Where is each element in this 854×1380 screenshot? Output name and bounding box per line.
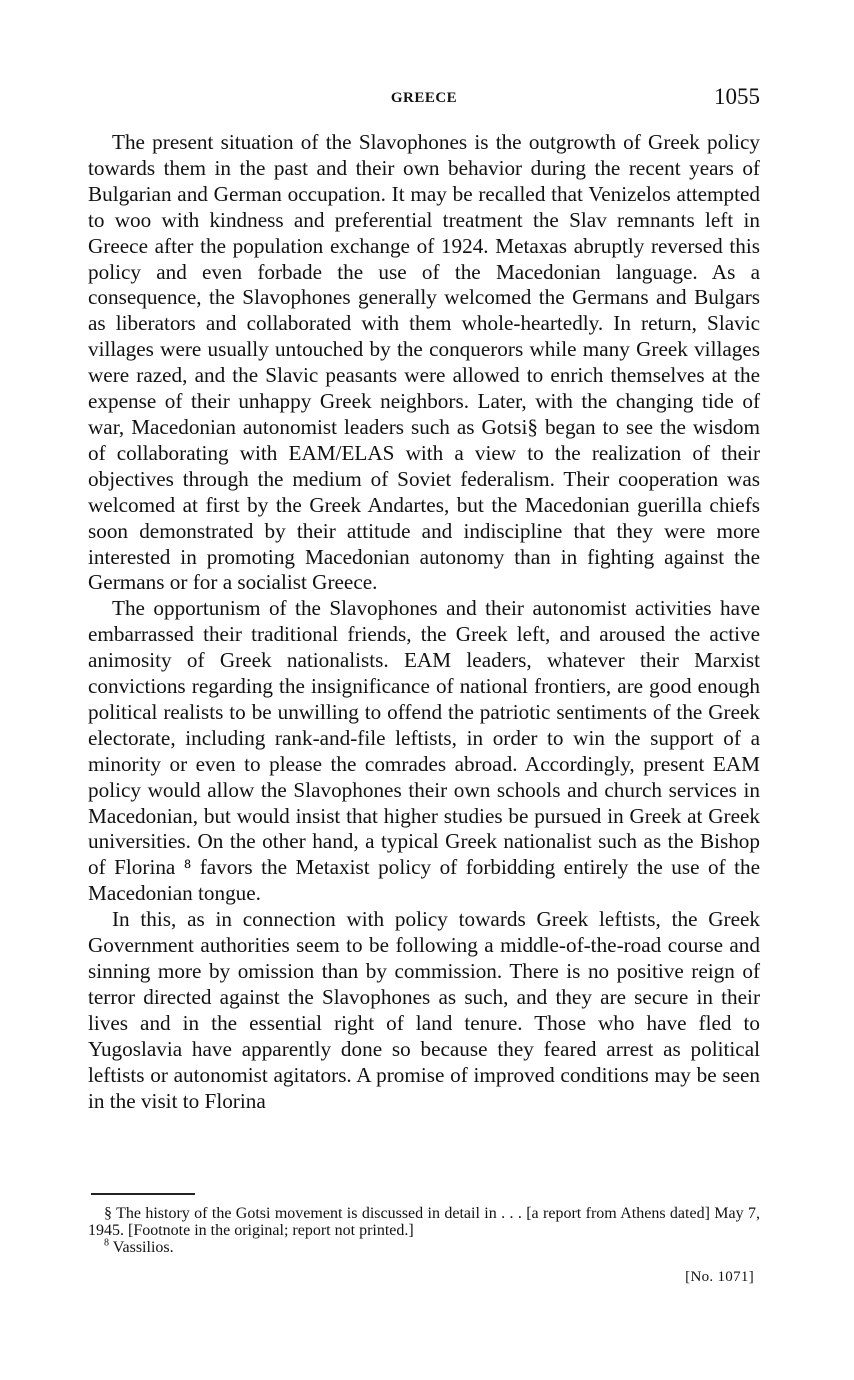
paragraph-2: The opportunism of the Slavophones and their autonomist activities have embarrassed their traditional friends, the Greek left, and aroused the active animosity of Greek nationalists. EAM leaders, whatever their Marxist convictions regarding the insignificance of national frontiers, are good enough political realists to be unwilling to offend the patriotic sentiments of the Greek electorate, including rank-and-file leftists, in order to win the support of a minority or even to please the comrades abroad. Accordingly, present EAM policy would allow the Slavophones their own schools and church services in Macedonian, but would insist that higher studies be pursued in Greek at Greek universities. On the other hand, a typical Greek nationalist such as the Bishop of Florina ⁸ favors the Metaxist policy of forbidding entirely the use of the Macedonian tongue. — [88, 596, 760, 906]
footnote-8-mark: 8 — [104, 1237, 109, 1249]
page-number: 1055 — [714, 84, 760, 109]
footnote-section-text: The history of the Gotsi movement is discussed in detail in . . . [a report from Athens dated] May 7, 1945. [Footnote in the original; report not printed.] — [88, 1205, 760, 1239]
footnote-divider — [91, 1193, 195, 1195]
footnote-section — [88, 1205, 760, 1239]
footnotes — [88, 1205, 760, 1256]
footnote-8 — [88, 1239, 760, 1256]
body-text — [88, 130, 760, 1114]
footnote-section-mark: § — [104, 1205, 112, 1222]
document-number: [No. 1071] — [685, 1269, 754, 1285]
paragraph-1: The present situation of the Slavophones is the outgrowth of Greek policy towards them in the past and their own behavior during the recent years of Bulgarian and German occupation. It may be recalled that Venizelos attempted to woo with kindness and preferential treatment the Slav remnants left in Greece after the population exchange of 1924. Metaxas abruptly reversed this policy and even forbade the use of the Macedonian language. As a consequence, the Slavophones generally welcomed the Germans and Bulgars as liberators and collaborated with them whole-heartedly. In return, Slavic villages were usually untouched by the conquerors while many Greek villages were razed, and the Slavic peasants were allowed to enrich themselves at the expense of their unhappy Greek neighbors. Later, with the changing tide of war, Macedonian autonomist leaders such as Gotsi§ began to see the wisdom of collaborating with EAM/​ELAS with a view to the realization of their objectives through the medium of Soviet federalism. Their cooperation was welcomed at first by the Greek Andartes, but the Macedonian guerilla chiefs soon demonstrated by their attitude and indiscipline that they were more interested in promoting Macedonian autonomy than in fighting against the Germans or for a socialist Greece. — [88, 130, 760, 595]
footnote-8-text: Vassilios. — [112, 1239, 174, 1256]
running-header — [88, 84, 760, 116]
running-head-title: GREECE — [390, 90, 458, 106]
paragraph-3: In this, as in connection with policy towards Greek leftists, the Greek Government authorities seem to be following a middle-of-the-road course and sinning more by omission than by commission. There is no positive reign of terror directed against the Slavophones as such, and they are secure in their lives and in the essential right of land tenure. Those who have fled to Yugoslavia have apparently done so because they feared arrest as political leftists or autonomist agitators. A promise of improved conditions may be seen in the visit to Florina — [88, 907, 760, 1113]
